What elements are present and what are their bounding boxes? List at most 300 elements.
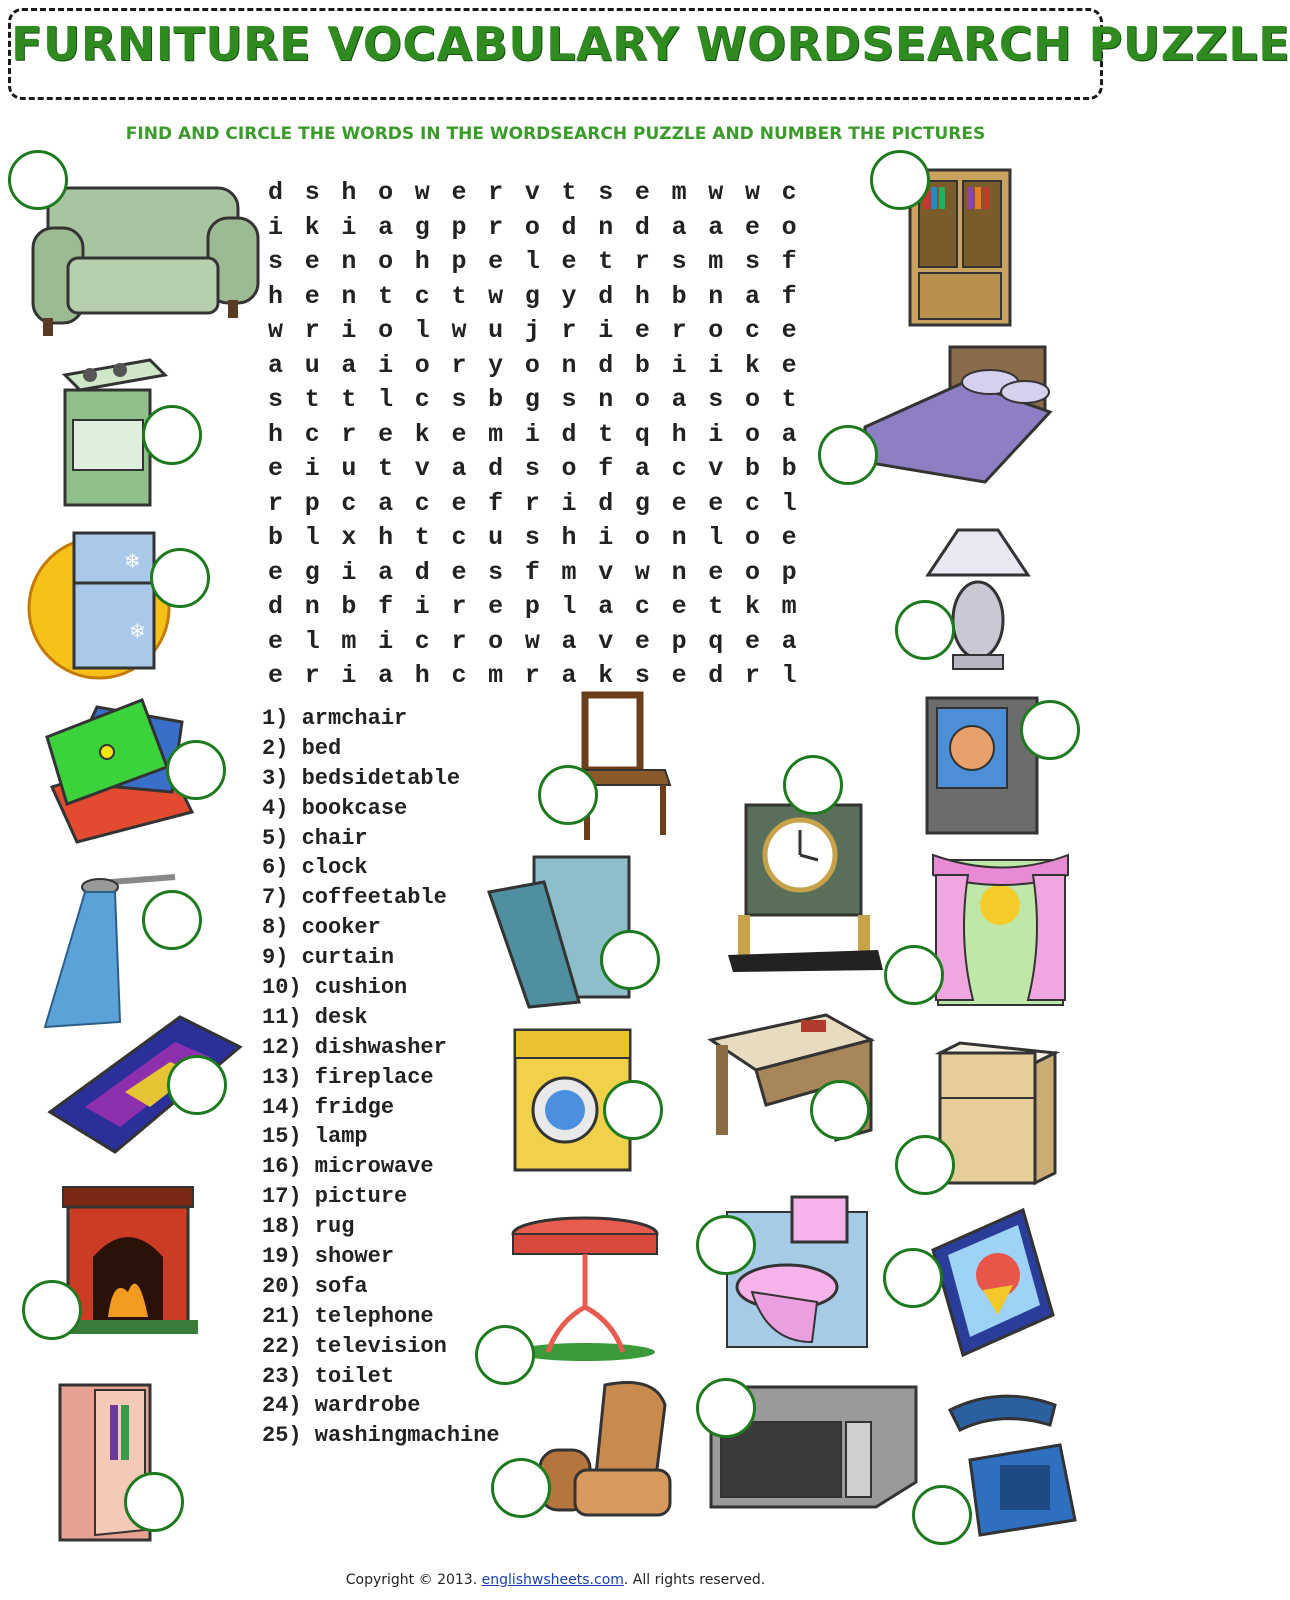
- word-list-item: 2) bed: [262, 735, 342, 761]
- word-list-item: 12) dishwasher: [262, 1034, 447, 1060]
- grid-letter[interactable]: i: [414, 592, 430, 621]
- grid-letter[interactable]: v: [414, 454, 430, 483]
- word-list-item: 5) chair: [262, 825, 368, 851]
- grid-letter[interactable]: h: [268, 419, 284, 449]
- grid-letter[interactable]: e: [304, 247, 320, 276]
- grid-letter[interactable]: n: [304, 592, 320, 621]
- grid-letter[interactable]: d: [268, 178, 284, 207]
- grid-letter[interactable]: e: [451, 419, 467, 449]
- word-list-item: 20) sofa: [262, 1273, 368, 1299]
- grid-letter[interactable]: n: [561, 350, 577, 380]
- grid-letter[interactable]: o: [634, 385, 650, 414]
- grid-letter[interactable]: i: [341, 212, 357, 242]
- grid-letter[interactable]: f: [524, 557, 540, 587]
- grid-letter[interactable]: f: [488, 488, 504, 518]
- grid-letter[interactable]: d: [561, 419, 577, 449]
- grid-letter[interactable]: e: [634, 316, 650, 345]
- answer-circle[interactable]: [150, 548, 210, 608]
- grid-letter[interactable]: s: [304, 178, 320, 207]
- grid-letter[interactable]: f: [378, 592, 394, 621]
- grid-letter[interactable]: t: [414, 523, 430, 552]
- grid-letter[interactable]: d: [414, 557, 430, 587]
- grid-letter[interactable]: l: [304, 523, 320, 552]
- word-list-item: 10) cushion: [262, 975, 408, 1001]
- answer-circle[interactable]: [895, 1135, 955, 1195]
- grid-letter[interactable]: l: [561, 592, 577, 621]
- instructions: FIND AND CIRCLE THE WORDS IN THE WORDSEARCH PUZZLE AND NUMBER THE PICTURES: [125, 124, 986, 144]
- grid-letter[interactable]: r: [744, 661, 760, 690]
- grid-letter[interactable]: e: [781, 350, 797, 380]
- word-list-item: 23) toilet: [262, 1363, 395, 1389]
- word-list-item: 16) microwave: [262, 1154, 434, 1180]
- grid-letter[interactable]: h: [414, 661, 430, 690]
- grid-letter[interactable]: b: [781, 454, 797, 483]
- grid-letter[interactable]: n: [708, 281, 724, 311]
- grid-letter[interactable]: o: [414, 350, 430, 380]
- grid-letter[interactable]: m: [708, 247, 724, 276]
- grid-letter[interactable]: r: [634, 247, 650, 276]
- grid-letter[interactable]: r: [341, 419, 357, 449]
- grid-letter[interactable]: r: [671, 316, 687, 345]
- grid-letter[interactable]: t: [708, 592, 724, 621]
- grid-letter[interactable]: c: [781, 178, 797, 207]
- grid-letter[interactable]: i: [341, 661, 357, 690]
- grid-letter[interactable]: i: [304, 454, 320, 483]
- grid-letter[interactable]: e: [451, 488, 467, 518]
- grid-letter[interactable]: w: [524, 626, 540, 656]
- grid-letter[interactable]: t: [378, 454, 394, 483]
- grid-letter[interactable]: m: [488, 419, 504, 449]
- grid-letter[interactable]: a: [781, 626, 797, 656]
- grid-letter[interactable]: a: [781, 419, 797, 449]
- grid-letter[interactable]: c: [341, 488, 357, 518]
- grid-letter[interactable]: o: [744, 419, 760, 449]
- answer-circle[interactable]: [142, 890, 202, 950]
- grid-letter[interactable]: i: [524, 419, 540, 449]
- grid-letter[interactable]: t: [451, 281, 467, 311]
- grid-letter[interactable]: s: [268, 385, 284, 414]
- grid-letter[interactable]: i: [671, 350, 687, 380]
- grid-letter[interactable]: c: [744, 316, 760, 345]
- grid-letter[interactable]: a: [671, 212, 687, 242]
- grid-letter[interactable]: q: [634, 419, 650, 449]
- grid-letter[interactable]: c: [744, 488, 760, 518]
- answer-circle[interactable]: [538, 765, 598, 825]
- grid-letter[interactable]: p: [781, 557, 797, 587]
- grid-letter[interactable]: a: [671, 385, 687, 414]
- grid-letter[interactable]: i: [341, 316, 357, 345]
- grid-letter[interactable]: b: [634, 350, 650, 380]
- grid-letter[interactable]: c: [451, 661, 467, 690]
- grid-letter[interactable]: h: [414, 247, 430, 276]
- copyright-suffix: . All rights reserved.: [623, 1572, 766, 1588]
- answer-circle[interactable]: [167, 1055, 227, 1115]
- curtain-picture: [928, 850, 1073, 1010]
- grid-letter[interactable]: a: [378, 488, 394, 518]
- grid-letter[interactable]: o: [781, 212, 797, 242]
- grid-letter[interactable]: o: [708, 316, 724, 345]
- grid-row: [268, 558, 818, 593]
- grid-row: [268, 178, 818, 213]
- grid-letter[interactable]: f: [598, 454, 614, 483]
- grid-letter[interactable]: w: [634, 557, 650, 587]
- svg-text:❄: ❄: [124, 551, 141, 573]
- answer-circle[interactable]: [475, 1325, 535, 1385]
- armchair-picture: [535, 1375, 680, 1525]
- grid-letter[interactable]: b: [341, 592, 357, 621]
- grid-letter[interactable]: a: [378, 557, 394, 587]
- grid-letter[interactable]: p: [671, 626, 687, 656]
- answer-circle[interactable]: [810, 1080, 870, 1140]
- grid-letter[interactable]: p: [451, 247, 467, 276]
- grid-letter[interactable]: v: [598, 557, 614, 587]
- word-list-item: 13) fireplace: [262, 1064, 434, 1090]
- grid-letter[interactable]: t: [561, 178, 577, 207]
- grid-row: [268, 351, 818, 386]
- grid-letter[interactable]: g: [414, 212, 430, 242]
- grid-letter[interactable]: c: [671, 454, 687, 483]
- grid-letter[interactable]: e: [268, 454, 284, 483]
- grid-letter[interactable]: a: [561, 626, 577, 656]
- wordsearch-grid[interactable]: [268, 178, 818, 696]
- grid-letter[interactable]: e: [268, 626, 284, 656]
- grid-letter[interactable]: s: [598, 178, 614, 207]
- grid-letter[interactable]: i: [708, 350, 724, 380]
- grid-letter[interactable]: o: [524, 212, 540, 242]
- grid-letter[interactable]: e: [744, 212, 760, 242]
- grid-letter[interactable]: o: [378, 178, 394, 207]
- grid-letter[interactable]: m: [671, 178, 687, 207]
- grid-letter[interactable]: o: [744, 523, 760, 552]
- grid-letter[interactable]: n: [671, 557, 687, 587]
- grid-letter[interactable]: i: [268, 212, 284, 242]
- grid-letter[interactable]: c: [414, 626, 430, 656]
- grid-letter[interactable]: r: [451, 350, 467, 380]
- grid-letter[interactable]: o: [378, 247, 394, 276]
- grid-letter[interactable]: o: [561, 454, 577, 483]
- grid-row: [268, 385, 818, 420]
- grid-letter[interactable]: b: [488, 385, 504, 414]
- grid-letter[interactable]: x: [341, 523, 357, 552]
- grid-letter[interactable]: t: [781, 385, 797, 414]
- answer-circle[interactable]: [870, 150, 930, 210]
- word-list-item: 19) shower: [262, 1244, 395, 1270]
- answer-circle[interactable]: [491, 1458, 551, 1518]
- grid-letter[interactable]: d: [488, 454, 504, 483]
- grid-letter[interactable]: a: [744, 281, 760, 311]
- grid-letter[interactable]: u: [488, 523, 504, 552]
- clock-picture: [718, 800, 888, 975]
- grid-letter[interactable]: e: [451, 557, 467, 587]
- grid-letter[interactable]: c: [634, 592, 650, 621]
- grid-letter[interactable]: d: [708, 661, 724, 690]
- answer-circle[interactable]: [1020, 700, 1080, 760]
- grid-letter[interactable]: v: [524, 178, 540, 207]
- grid-letter[interactable]: g: [634, 488, 650, 518]
- grid-letter[interactable]: e: [268, 557, 284, 587]
- grid-letter[interactable]: h: [378, 523, 394, 552]
- grid-letter[interactable]: e: [671, 661, 687, 690]
- grid-letter[interactable]: r: [304, 316, 320, 345]
- answer-circle[interactable]: [8, 150, 68, 210]
- grid-letter[interactable]: b: [268, 523, 284, 552]
- grid-letter[interactable]: e: [378, 419, 394, 449]
- grid-letter[interactable]: e: [451, 178, 467, 207]
- grid-letter[interactable]: j: [524, 316, 540, 345]
- answer-circle[interactable]: [696, 1378, 756, 1438]
- grid-letter[interactable]: b: [671, 281, 687, 311]
- word-list-item: 11) desk: [262, 1004, 368, 1030]
- answer-circle[interactable]: [884, 945, 944, 1005]
- grid-row: [268, 213, 818, 248]
- grid-letter[interactable]: c: [451, 523, 467, 552]
- grid-letter[interactable]: h: [268, 281, 284, 311]
- word-list-item: 8) cooker: [262, 915, 381, 941]
- grid-letter[interactable]: k: [598, 661, 614, 690]
- grid-letter[interactable]: n: [671, 523, 687, 552]
- answer-circle[interactable]: [22, 1280, 82, 1340]
- grid-letter[interactable]: h: [634, 281, 650, 311]
- grid-letter[interactable]: l: [414, 316, 430, 345]
- grid-letter[interactable]: h: [341, 178, 357, 207]
- grid-letter[interactable]: t: [341, 385, 357, 414]
- grid-letter[interactable]: o: [634, 523, 650, 552]
- grid-letter[interactable]: t: [378, 281, 394, 311]
- grid-letter[interactable]: f: [781, 281, 797, 311]
- grid-letter[interactable]: t: [598, 247, 614, 276]
- page-title: FURNITURE VOCABULARY WORDSEARCH PUZZLE: [11, 17, 1290, 71]
- grid-letter[interactable]: e: [268, 661, 284, 690]
- grid-letter[interactable]: o: [488, 626, 504, 656]
- grid-letter[interactable]: m: [341, 626, 357, 656]
- word-list-item: 18) rug: [262, 1214, 355, 1240]
- grid-letter[interactable]: t: [598, 419, 614, 449]
- grid-letter[interactable]: w: [414, 178, 430, 207]
- grid-letter[interactable]: e: [488, 592, 504, 621]
- grid-letter[interactable]: g: [304, 557, 320, 587]
- grid-letter[interactable]: b: [744, 454, 760, 483]
- answer-circle[interactable]: [783, 755, 843, 815]
- grid-letter[interactable]: e: [708, 488, 724, 518]
- answer-circle[interactable]: [600, 930, 660, 990]
- grid-letter[interactable]: r: [451, 592, 467, 621]
- grid-letter[interactable]: l: [708, 523, 724, 552]
- dishwasher-picture: [484, 852, 639, 1012]
- grid-letter[interactable]: g: [524, 385, 540, 414]
- answer-circle[interactable]: [124, 1472, 184, 1532]
- grid-row: [268, 489, 818, 524]
- grid-letter[interactable]: s: [708, 385, 724, 414]
- grid-letter[interactable]: i: [598, 523, 614, 552]
- grid-letter[interactable]: k: [414, 419, 430, 449]
- grid-letter[interactable]: p: [524, 592, 540, 621]
- svg-text:❄: ❄: [129, 621, 146, 643]
- grid-letter[interactable]: e: [304, 281, 320, 311]
- word-list-item: 22) television: [262, 1333, 447, 1359]
- grid-letter[interactable]: e: [671, 592, 687, 621]
- grid-letter[interactable]: d: [598, 281, 614, 311]
- grid-letter[interactable]: k: [744, 350, 760, 380]
- grid-letter[interactable]: i: [561, 488, 577, 518]
- grid-letter[interactable]: o: [744, 557, 760, 587]
- grid-letter[interactable]: e: [634, 178, 650, 207]
- grid-row: [268, 420, 818, 455]
- grid-letter[interactable]: i: [708, 419, 724, 449]
- grid-letter[interactable]: w: [451, 316, 467, 345]
- grid-letter[interactable]: t: [304, 385, 320, 414]
- grid-letter[interactable]: m: [561, 557, 577, 587]
- grid-letter[interactable]: s: [671, 247, 687, 276]
- grid-letter[interactable]: m: [781, 592, 797, 621]
- grid-letter[interactable]: k: [744, 592, 760, 621]
- grid-letter[interactable]: s: [451, 385, 467, 414]
- grid-letter[interactable]: l: [378, 385, 394, 414]
- site-link[interactable]: englishwsheets.com: [481, 1572, 624, 1588]
- grid-letter[interactable]: a: [378, 212, 394, 242]
- grid-letter[interactable]: r: [488, 178, 504, 207]
- grid-letter[interactable]: a: [634, 454, 650, 483]
- grid-letter[interactable]: c: [414, 281, 430, 311]
- copyright-footer: [0, 1572, 1111, 1588]
- grid-letter[interactable]: e: [671, 488, 687, 518]
- grid-letter[interactable]: n: [341, 281, 357, 311]
- answer-circle[interactable]: [696, 1215, 756, 1275]
- grid-letter[interactable]: y: [488, 350, 504, 380]
- grid-letter[interactable]: n: [341, 247, 357, 276]
- answer-circle[interactable]: [166, 740, 226, 800]
- grid-letter[interactable]: a: [561, 661, 577, 690]
- grid-row: [268, 454, 818, 489]
- answer-circle[interactable]: [142, 405, 202, 465]
- grid-letter[interactable]: o: [524, 350, 540, 380]
- grid-letter[interactable]: s: [268, 247, 284, 276]
- answer-circle[interactable]: [912, 1485, 972, 1545]
- word-list-item: 14) fridge: [262, 1094, 395, 1120]
- grid-letter[interactable]: c: [414, 385, 430, 414]
- grid-letter[interactable]: e: [708, 557, 724, 587]
- grid-letter[interactable]: w: [268, 316, 284, 345]
- answer-circle[interactable]: [603, 1080, 663, 1140]
- grid-letter[interactable]: i: [378, 350, 394, 380]
- grid-letter[interactable]: k: [304, 212, 320, 242]
- grid-letter[interactable]: s: [524, 454, 540, 483]
- grid-letter[interactable]: w: [708, 178, 724, 207]
- grid-letter[interactable]: e: [781, 523, 797, 552]
- grid-letter[interactable]: u: [304, 350, 320, 380]
- grid-letter[interactable]: a: [341, 350, 357, 380]
- grid-letter[interactable]: m: [488, 661, 504, 690]
- grid-letter[interactable]: a: [268, 350, 284, 380]
- grid-letter[interactable]: u: [488, 316, 504, 345]
- grid-letter[interactable]: r: [524, 488, 540, 518]
- grid-letter[interactable]: o: [378, 316, 394, 345]
- grid-letter[interactable]: p: [304, 488, 320, 518]
- grid-letter[interactable]: w: [744, 178, 760, 207]
- grid-letter[interactable]: u: [341, 454, 357, 483]
- grid-row: [268, 316, 818, 351]
- answer-circle[interactable]: [883, 1248, 943, 1308]
- grid-letter[interactable]: r: [488, 212, 504, 242]
- grid-letter[interactable]: s: [561, 385, 577, 414]
- grid-letter[interactable]: d: [268, 592, 284, 621]
- grid-letter[interactable]: r: [268, 488, 284, 518]
- chair-picture: [575, 690, 675, 845]
- grid-letter[interactable]: i: [341, 557, 357, 587]
- grid-letter[interactable]: i: [598, 316, 614, 345]
- grid-letter[interactable]: s: [488, 557, 504, 587]
- grid-letter[interactable]: f: [781, 247, 797, 276]
- grid-letter[interactable]: h: [671, 419, 687, 449]
- word-list-item: 7) coffeetable: [262, 885, 447, 911]
- grid-letter[interactable]: s: [744, 247, 760, 276]
- grid-letter[interactable]: q: [708, 626, 724, 656]
- grid-letter[interactable]: a: [708, 212, 724, 242]
- grid-letter[interactable]: c: [414, 488, 430, 518]
- grid-row: [268, 523, 818, 558]
- grid-letter[interactable]: c: [304, 419, 320, 449]
- grid-letter[interactable]: e: [634, 626, 650, 656]
- grid-letter[interactable]: v: [598, 626, 614, 656]
- word-list-item: 9) curtain: [262, 945, 395, 971]
- grid-row: [268, 661, 818, 696]
- grid-letter[interactable]: e: [488, 247, 504, 276]
- grid-letter[interactable]: r: [524, 661, 540, 690]
- grid-letter[interactable]: е: [781, 316, 797, 345]
- grid-letter[interactable]: w: [488, 281, 504, 311]
- grid-letter[interactable]: e: [744, 626, 760, 656]
- grid-letter[interactable]: l: [304, 626, 320, 656]
- answer-circle[interactable]: [895, 600, 955, 660]
- grid-letter[interactable]: s: [634, 661, 650, 690]
- grid-row: [268, 627, 818, 662]
- grid-letter[interactable]: l: [524, 247, 540, 276]
- word-list: [262, 706, 500, 1453]
- grid-letter[interactable]: a: [451, 454, 467, 483]
- grid-letter[interactable]: n: [598, 212, 614, 242]
- fridge-picture: [24, 528, 184, 680]
- grid-letter[interactable]: n: [598, 385, 614, 414]
- word-list-item: 6) clock: [262, 855, 368, 881]
- grid-letter[interactable]: i: [378, 626, 394, 656]
- title-box: [8, 8, 1290, 100]
- grid-row: [268, 247, 818, 282]
- grid-letter[interactable]: s: [524, 523, 540, 552]
- grid-letter[interactable]: d: [634, 212, 650, 242]
- word-list-item: 4) bookcase: [262, 795, 408, 821]
- grid-row: [268, 592, 818, 627]
- answer-circle[interactable]: [818, 425, 878, 485]
- grid-letter[interactable]: r: [451, 626, 467, 656]
- grid-letter[interactable]: e: [561, 247, 577, 276]
- grid-letter[interactable]: y: [561, 281, 577, 311]
- grid-letter[interactable]: l: [781, 488, 797, 518]
- grid-letter[interactable]: r: [561, 316, 577, 345]
- grid-letter[interactable]: l: [781, 661, 797, 690]
- grid-letter[interactable]: a: [598, 592, 614, 621]
- grid-letter[interactable]: p: [451, 212, 467, 242]
- grid-letter[interactable]: d: [598, 488, 614, 518]
- grid-letter[interactable]: h: [561, 523, 577, 552]
- grid-letter[interactable]: v: [708, 454, 724, 483]
- grid-letter[interactable]: d: [561, 212, 577, 242]
- grid-letter[interactable]: d: [598, 350, 614, 380]
- copyright-prefix: Copyright © 2013.: [345, 1572, 482, 1588]
- bed-picture: [855, 342, 1055, 492]
- grid-letter[interactable]: a: [378, 661, 394, 690]
- grid-letter[interactable]: r: [304, 661, 320, 690]
- grid-letter[interactable]: g: [524, 281, 540, 311]
- grid-letter[interactable]: o: [744, 385, 760, 414]
